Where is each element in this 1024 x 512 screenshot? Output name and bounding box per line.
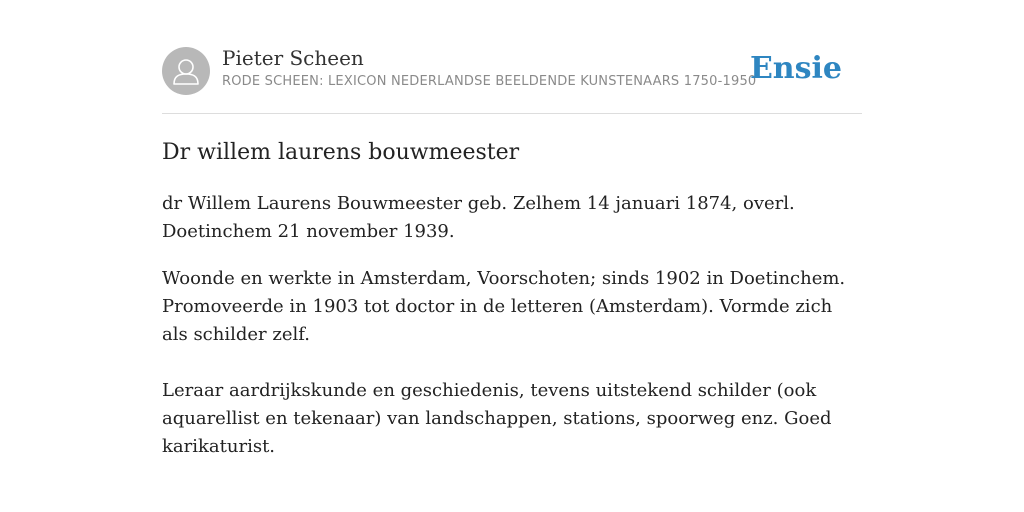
article-card — [162, 0, 862, 512]
article-body — [162, 190, 862, 461]
source-title[interactable]: RODE SCHEEN: LEXICON NEDERLANDSE BEELDENDE KUNSTENAARS 1750-1950 — [222, 74, 757, 89]
author-name[interactable]: Pieter Scheen — [222, 46, 364, 70]
header-divider — [162, 113, 862, 114]
author-avatar[interactable] — [162, 47, 210, 95]
article-paragraph: Woonde en werkte in Amsterdam, Voorschoten; sinds 1902 in Doetinchem. Promoveerde in 1903 tot doctor in de letteren (Amsterdam). Vormde zich als schilder zelf. — [162, 268, 846, 345]
user-silhouette-icon — [162, 47, 210, 95]
article-title: Dr willem laurens bouwmeester — [162, 140, 520, 165]
article-paragraph: dr Willem Laurens Bouwmeester geb. Zelhem 14 januari 1874, overl. Doetinchem 21 november 1939. — [162, 193, 795, 242]
article-paragraph: Leraar aardrijkskunde en geschiedenis, tevens uitstekend schilder (ook aquarellist en tekenaar) van landschappen, stations, spoorweg enz. Goed karikaturist. — [162, 380, 832, 457]
article-header — [162, 46, 862, 96]
ensie-logo[interactable]: Ensie — [749, 51, 842, 86]
